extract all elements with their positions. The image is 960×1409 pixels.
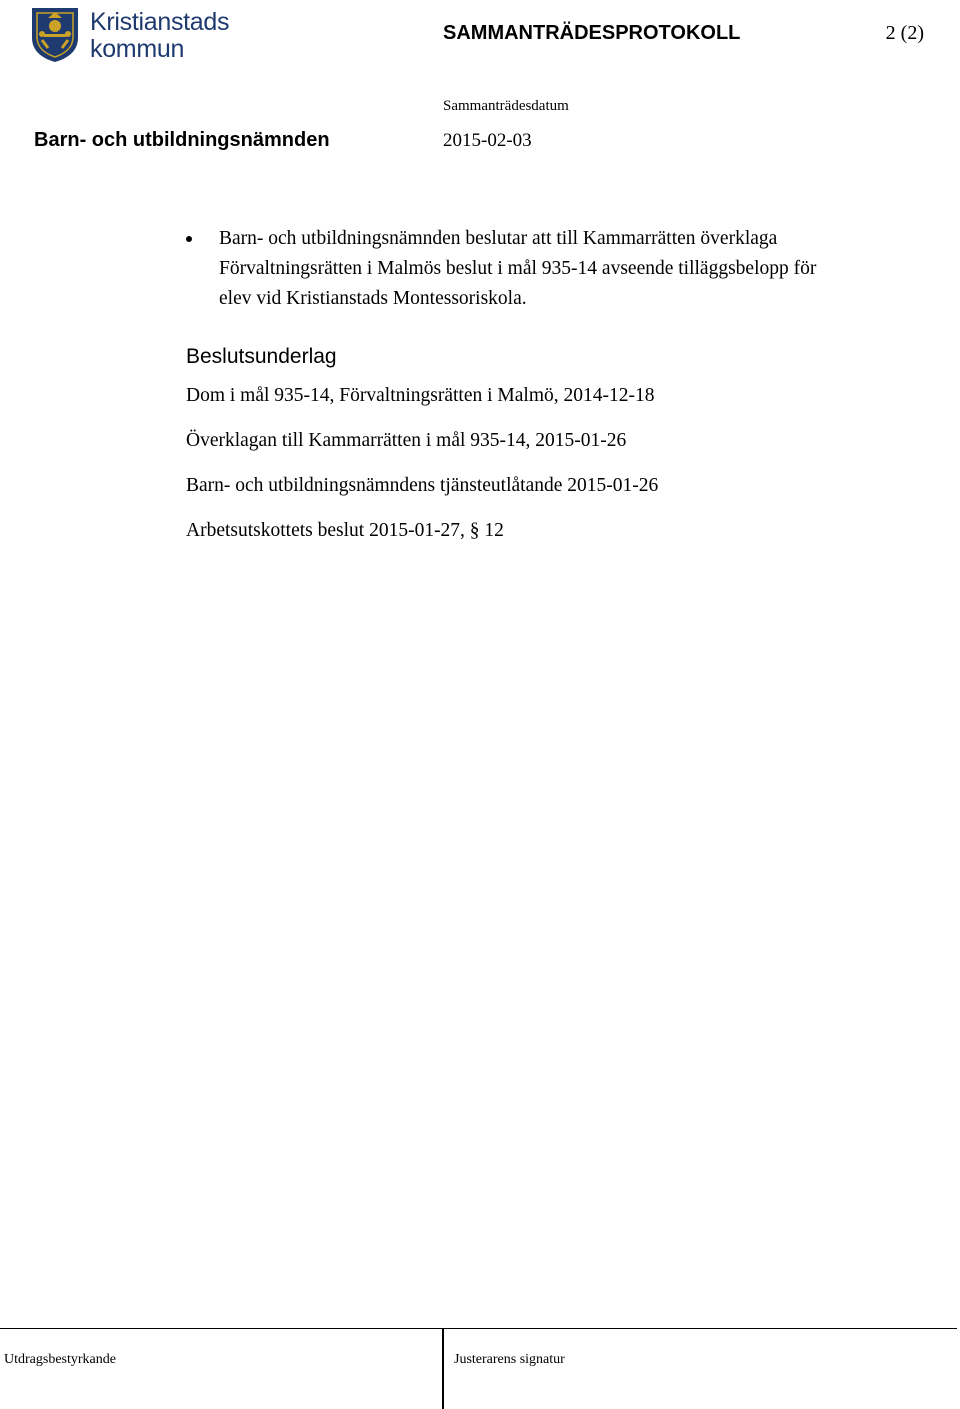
kristianstad-crest-icon bbox=[28, 4, 82, 64]
decision-text: Barn- och utbildningsnämnden beslutar att till Kammarrätten överklaga Förvaltningsrätten i Malmös beslut i mål 935-14 avseende tilläggsbelopp för elev vid Kristianstads Montessoriskola. bbox=[219, 228, 817, 309]
adjuster-signature-label: Justerarens signatur bbox=[454, 1352, 565, 1367]
basis-item: Överklagan till Kammarrätten i mål 935-14, 2015-01-26 bbox=[186, 430, 627, 451]
basis-item: Arbetsutskottets beslut 2015-01-27, § 12 bbox=[186, 520, 504, 541]
basis-item: Barn- och utbildningsnämndens tjänsteutlåtande 2015-01-26 bbox=[186, 475, 659, 496]
bullet-icon bbox=[186, 236, 192, 242]
page-number: 2 (2) bbox=[885, 22, 924, 44]
meeting-date: 2015-02-03 bbox=[443, 130, 532, 151]
logo-word-kristianstads: Kristianstads bbox=[90, 8, 230, 36]
extract-certification-label: Utdragsbestyrkande bbox=[4, 1352, 116, 1367]
committee-name: Barn- och utbildningsnämnden bbox=[34, 129, 330, 151]
signature-footer bbox=[0, 1328, 957, 1409]
basis-item: Dom i mål 935-14, Förvaltningsrätten i Malmö, 2014-12-18 bbox=[186, 385, 655, 406]
meeting-date-label: Sammanträdesdatum bbox=[443, 98, 569, 114]
footer-divider bbox=[442, 1329, 444, 1409]
document-title: SAMMANTRÄDESPROTOKOLL bbox=[443, 22, 741, 44]
kristianstads-kommun-logo bbox=[28, 4, 228, 66]
basis-heading: Beslutsunderlag bbox=[186, 345, 337, 368]
logo-word-kommun: kommun bbox=[90, 35, 185, 63]
